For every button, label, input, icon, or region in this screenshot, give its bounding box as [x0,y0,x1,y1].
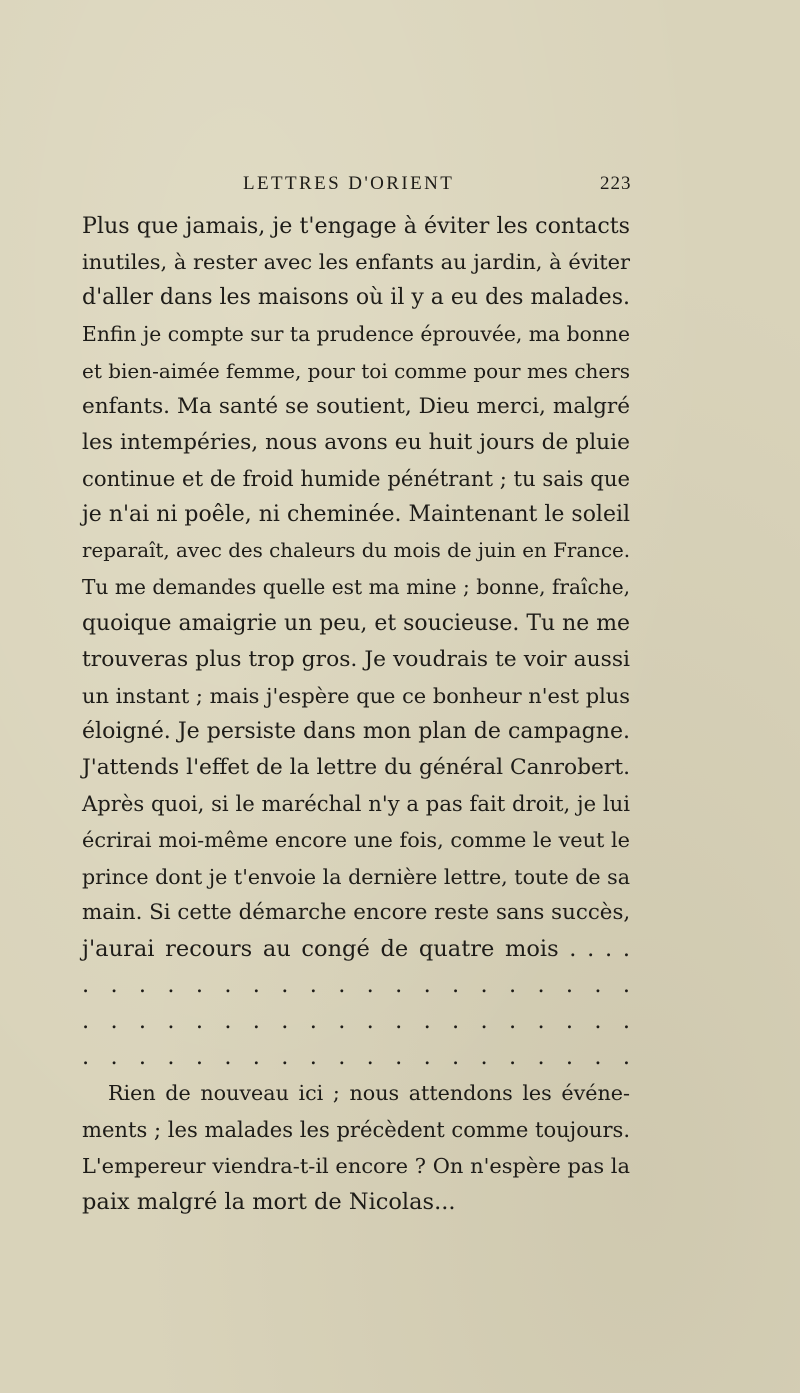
text-line: je n'ai ni poêle, ni cheminée. Maintenant le soleil [82,502,630,528]
text-line: inutiles, à rester avec les enfants au jardin, à éviter [82,250,630,275]
ellipsis-line: . . . . . . . . . . . . . . . . . . . . [82,971,630,998]
text-line: quoique amaigrie un peu, et soucieuse. Tu ne me [82,610,630,636]
text-line: continue et de froid humide pénétrant ; tu sais que [82,465,630,491]
text-line: Rien de nouveau ici ; nous attendons les événe- [108,1081,630,1106]
page-body [82,208,630,1220]
text-line: paix malgré la mort de Nicolas... [82,1188,456,1215]
text-line: prince dont je t'envoie la dernière lettre, toute de sa [82,864,630,889]
text-line: j'aurai recours au congé de quatre mois . . . . [82,935,630,962]
paragraph-2 [82,1075,630,1220]
paragraph-1 [82,208,630,967]
text-line: J'attends l'effet de la lettre du général Canrobert. [82,755,630,781]
ellipsis-line: . . . . . . . . . . . . . . . . . . . . [82,1044,630,1071]
text-line: et bien-aimée femme, pour toi comme pour mes chers [82,358,630,383]
text-line: trouveras plus trop gros. Je voudrais te voir aussi [82,646,630,672]
text-line: Après quoi, si le maréchal n'y a pas fait droit, je lui [82,791,630,817]
page-number: 223 [600,173,632,194]
ellipsis-line: . . . . . . . . . . . . . . . . . . . . [82,1008,630,1035]
text-line: reparaît, avec des chaleurs du mois de juin en France. [82,539,631,563]
running-title: LETTRES D'ORIENT [243,173,455,194]
text-line: ments ; les malades les précèdent comme toujours. [82,1116,631,1142]
text-line: écrirai moi-même encore une fois, comme le veut le [82,828,630,853]
ellipsis-block [82,967,630,1075]
text-line: éloigné. Je persiste dans mon plan de campagne. [82,718,630,744]
text-line: les intempéries, nous avons eu huit jours de pluie [82,429,630,455]
text-line: enfants. Ma santé se soutient, Dieu merci, malgré [82,393,630,419]
text-line: Plus que jamais, je t'engage à éviter les contacts [82,213,630,239]
text-line: Tu me demandes quelle est ma mine ; bonne, fraîche, [82,575,630,600]
text-line: L'empereur viendra-t-il encore ? On n'espère pas la [82,1153,630,1178]
text-line: d'aller dans les maisons où il y a eu des malades. [82,285,630,311]
text-line: Enfin je compte sur ta prudence éprouvée, ma bonne [82,322,630,347]
page-header [0,173,800,197]
text-line: main. Si cette démarche encore reste sans succès, [82,899,631,925]
text-line: un instant ; mais j'espère que ce bonheur n'est plus [82,683,630,708]
